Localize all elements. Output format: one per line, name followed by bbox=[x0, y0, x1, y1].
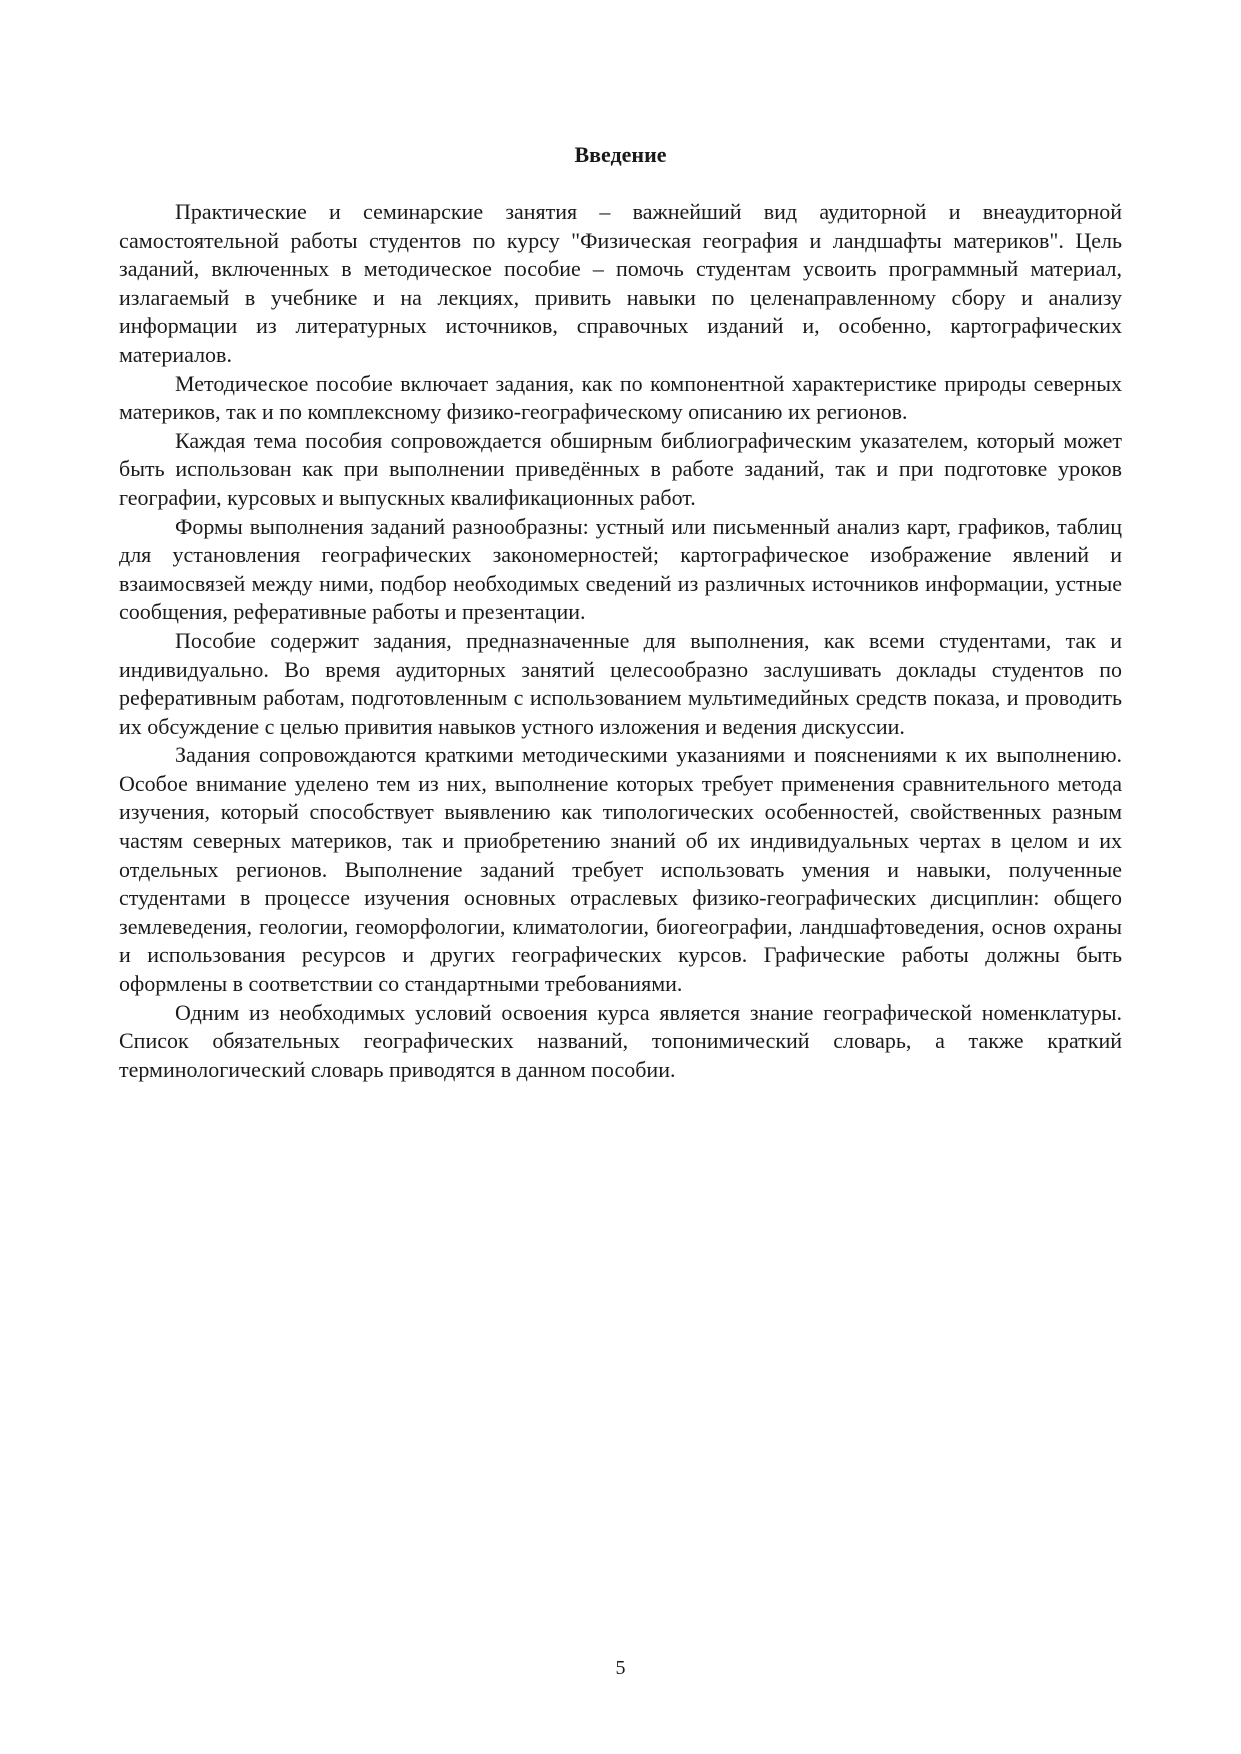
paragraph: Каждая тема пособия сопровождается обширным библиографическим указателем, который может быть использован как при выполнении приведённых в работе заданий, так и при подготовке уроков географии, курсовых и выпускных квалификационных работ. bbox=[119, 427, 1122, 510]
paragraph: Одним из необходимых условий освоения курса является знание географической номенклатуры. Список обязательных географических названий, топонимический словарь, а также краткий терминологический словарь приводятся в данном пособии. bbox=[119, 999, 1122, 1082]
paragraph: Пособие содержит задания, предназначенные для выполнения, как всеми студентами, так и индивидуально. Во время аудиторных занятий целесообразно заслушивать доклады студентов по реферативным работам, подготовленным с использованием мультимедийных средств показа, и проводить их обсуждение с целью привития навыков устного изложения и ведения дискуссии. bbox=[119, 627, 1122, 739]
paragraph: Методическое пособие включает задания, как по компонентной характеристике природы северных материков, так и по комплексному физико-географическому описанию их регионов. bbox=[119, 370, 1122, 425]
paragraph: Практические и семинарские занятия – важнейший вид аудиторной и внеаудиторной самостоятельной работы студентов по курсу "Физическая география и ландшафты материков". Цель заданий, включенных в методическое пособие – помочь студентам усвоить программный материал, излагаемый в учебнике и на лекциях, привить навыки по целенаправленному сбору и анализу информации из литературных источников, справочных изданий и, особенно, картографических материалов. bbox=[119, 199, 1122, 367]
body-text bbox=[119, 198, 1122, 1084]
paragraph: Формы выполнения заданий разнообразны: устный или письменный анализ карт, графиков, таблиц для установления географических закономерностей; картографическое изображение явлений и взаимосвязей между ними, подбор необходимых сведений из различных источников информации, устные сообщения, реферативные работы и презентации. bbox=[119, 513, 1122, 625]
section-title: Введение bbox=[574, 142, 667, 167]
paragraph: Задания сопровождаются краткими методическими указаниями и пояснениями к их выполнению. Особое внимание уделено тем из них, выполнение которых требует применения сравнительного метода изучения, который способствует выявлению как типологических особенностей, свойственных разным частям северных материков, так и приобретению знаний об их индивидуальных чертах в целом и их отдельных регионов. Выполнение заданий требует использовать умения и навыки, полученные студентами в процессе изучения основных отраслевых физико-географических дисциплин: общего землеведения, геологии, геоморфологии, климатологии, биогеографии, ландшафтоведения, основ охраны и использования ресурсов и других географических курсов. Графические работы должны быть оформлены в соответствии со стандартными требованиями. bbox=[119, 742, 1122, 997]
page-number: 5 bbox=[615, 1657, 626, 1679]
